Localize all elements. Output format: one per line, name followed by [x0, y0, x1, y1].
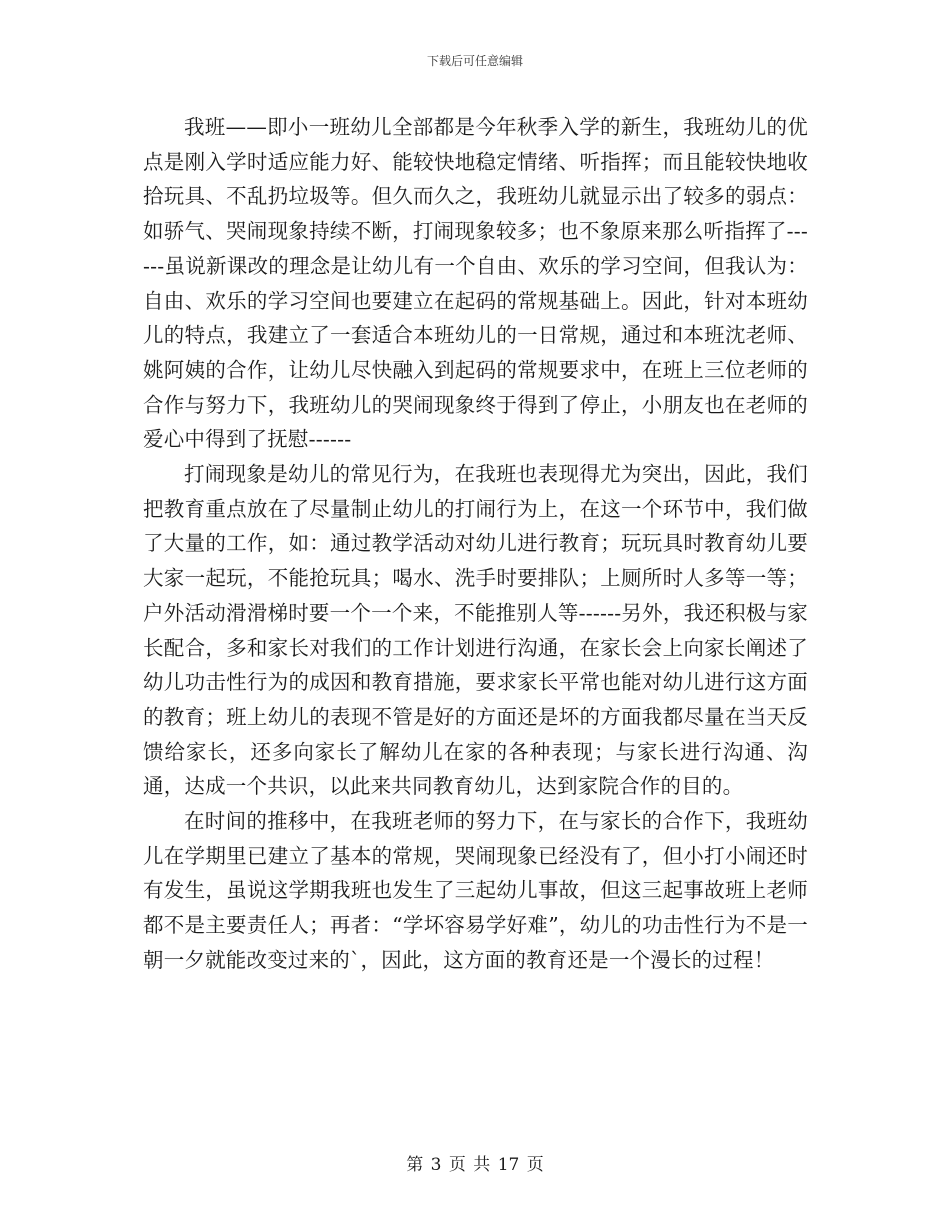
page-footer-page-number: 第 3 页 共 17 页 [406, 1155, 544, 1175]
paragraph-2: 打闹现象是幼儿的常见行为，在我班也表现得尤为突出，因此，我们把教育重点放在了尽量制止幼儿的打闹行为上，在这一个环节中，我们做了大量的工作，如：通过教学活动对幼儿进行教育；玩玩具时教育幼儿要大家一起玩，不能抢玩具；喝水、洗手时要排队；上厕所时人多等一等；户外活动滑滑梯时要一个一个来，不能推别人等------另外，我还积极与家长配合，多和家长对我们的工作计划进行沟通，在家长会上向家长阐述了幼儿功击性行为的成因和教育措施，要求家长平常也能对幼儿进行这方面的教育；班上幼儿的表现不管是好的方面还是坏的方面我都尽量在当天反馈给家长，还多向家长了解幼儿在家的各种表现；与家长进行沟通、沟通，达成一个共识，以此来共同教育幼儿，达到家院合作的目的。 [143, 462, 808, 799]
paragraph-1: 我班——即小一班幼儿全部都是今年秋季入学的新生，我班幼儿的优点是刚入学时适应能力好、能较快地稳定情绪、听指挥；而且能较快地收拾玩具、不乱扔垃圾等。但久而久之，我班幼儿就显示出了较多的弱点：如骄气、哭闹现象持续不断，打闹现象较多；也不象原来那么听指挥了------虽说新课改的理念是让幼儿有一个自由、欢乐的学习空间，但我认为：自由、欢乐的学习空间也要建立在起码的常规基础上。因此，针对本班幼儿的特点，我建立了一套适合本班幼儿的一日常规，通过和本班沈老师、姚阿姨的合作，让幼儿尽快融入到起码的常规要求中，在班上三位老师的合作与努力下，我班幼儿的哭闹现象终于得到了停止，小朋友也在老师的爱心中得到了抚慰------ [143, 115, 808, 452]
document-body [143, 110, 808, 978]
paragraph-3: 在时间的推移中，在我班老师的努力下，在与家长的合作下，我班幼儿在学期里已建立了基本的常规，哭闹现象已经没有了，但小打小闹还时有发生，虽说这学期我班也发生了三起幼儿事故，但这三起事故班上老师都不是主要责任人；再者：“学坏容易学好难”，幼儿的功击性行为不是一朝一夕就能改变过来的`，因此，这方面的教育还是一个漫长的过程！ [143, 809, 808, 972]
page-header: 下载后可任意编辑 [426, 54, 523, 68]
